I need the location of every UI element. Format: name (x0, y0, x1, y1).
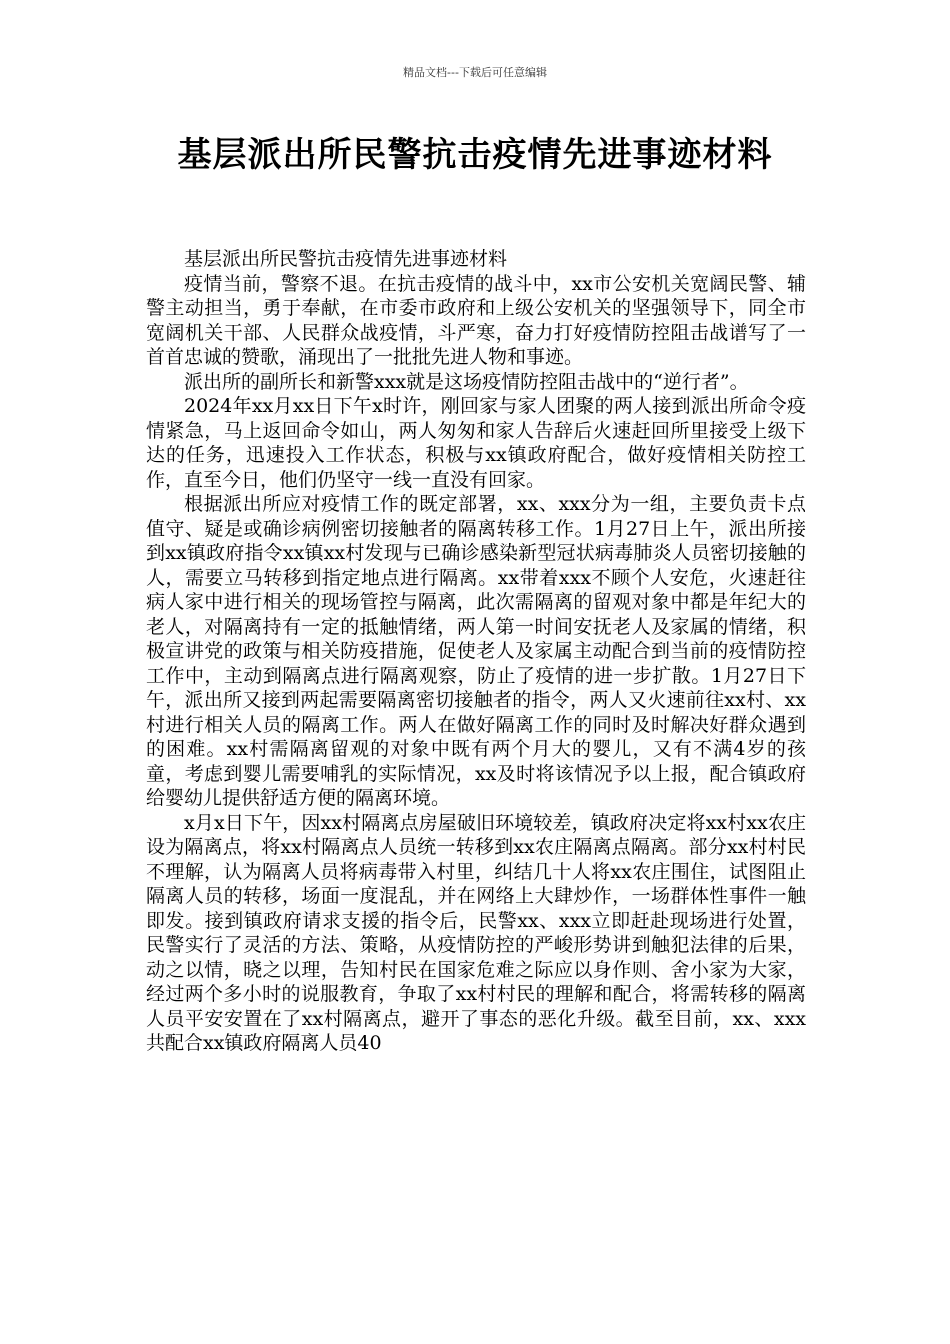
document-body (146, 247, 806, 1056)
body-paragraph: 2024年xx月xx日下午x时许，刚回家与家人团聚的两人接到派出所命令疫情紧急，马上返回命令如山，两人匆匆和家人告辞后火速赶回所里接受上级下达的任务，迅速投入工作状态，积极与xx镇政府配合，做好疫情相关防控工作，直至今日，他们仍坚守一线一直没有回家。 (146, 395, 806, 491)
body-paragraph: 根据派出所应对疫情工作的既定部署，xx、xxx分为一组，主要负责卡点值守、疑是或确诊病例密切接触者的隔离转移工作。1月27日上午，派出所接到xx镇政府指令xx镇xx村发现与已确诊感染新型冠状病毒肺炎人员密切接触的人，需要立马转移到指定地点进行隔离。xx带着xxx不顾个人安危，火速赶往病人家中进行相关的现场管控与隔离，此次需隔离的留观对象中都是年纪大的老人，对隔离持有一定的抵触情绪，两人第一时间安抚老人及家属的情绪，积极宣讲党的政策与相关防疫措施，促使老人及家属主动配合到当前的疫情防控工作中，主动到隔离点进行隔离观察，防止了疫情的进一步扩散。1月27日下午，派出所又接到两起需要隔离密切接触者的指令，两人又火速前往xx村、xx村进行相关人员的隔离工作。两人在做好隔离工作的同时及时解决好群众遇到的困难。xx村需隔离留观的对象中既有两个月大的婴儿，又有不满4岁的孩童，考虑到婴儿需要哺乳的实际情况，xx及时将该情况予以上报，配合镇政府给婴幼儿提供舒适方便的隔离环境。 (146, 493, 806, 809)
page-header-note: 精品文档---下载后可任意编辑 (403, 66, 547, 79)
body-paragraph: x月x日下午，因xx村隔离点房屋破旧环境较差，镇政府决定将xx村xx农庄设为隔离点，将xx村隔离点人员统一转移到xx农庄隔离点隔离。部分xx村村民不理解，认为隔离人员将病毒带入村里，纠结几十人将xx农庄围住，试图阻止隔离人员的转移，场面一度混乱，并在网络上大肆炒作，一场群体性事件一触即发。接到镇政府请求支援的指令后，民警xx、xxx立即赶赴现场进行处置，民警实行了灵活的方法、策略，从疫情防控的严峻形势讲到触犯法律的后果，动之以情，晓之以理，告知村民在国家危难之际应以身作则、舍小家为大家，经过两个多小时的说服教育，争取了xx村村民的理解和配合，将需转移的隔离人员平安安置在了xx村隔离点，避开了事态的恶化升级。截至目前，xx、xxx共配合xx镇政府隔离人员40 (146, 811, 806, 1054)
body-paragraph: 疫情当前，警察不退。在抗击疫情的战斗中，xx市公安机关宽阔民警、辅警主动担当，勇于奉献，在市委市政府和上级公安机关的坚强领导下，同全市宽阔机关干部、人民群众战疫情，斗严寒，奋力打好疫情防控阻击战谱写了一首首忠诚的赞歌，涌现出了一批批先进人物和事迹。 (146, 272, 806, 368)
body-paragraph-subtitle: 基层派出所民警抗击疫情先进事迹材料 (184, 248, 508, 270)
document-title: 基层派出所民警抗击疫情先进事迹材料 (177, 135, 773, 175)
body-paragraph: 派出所的副所长和新警xxx就是这场疫情防控阻击战中的“逆行者”。 (184, 370, 749, 393)
